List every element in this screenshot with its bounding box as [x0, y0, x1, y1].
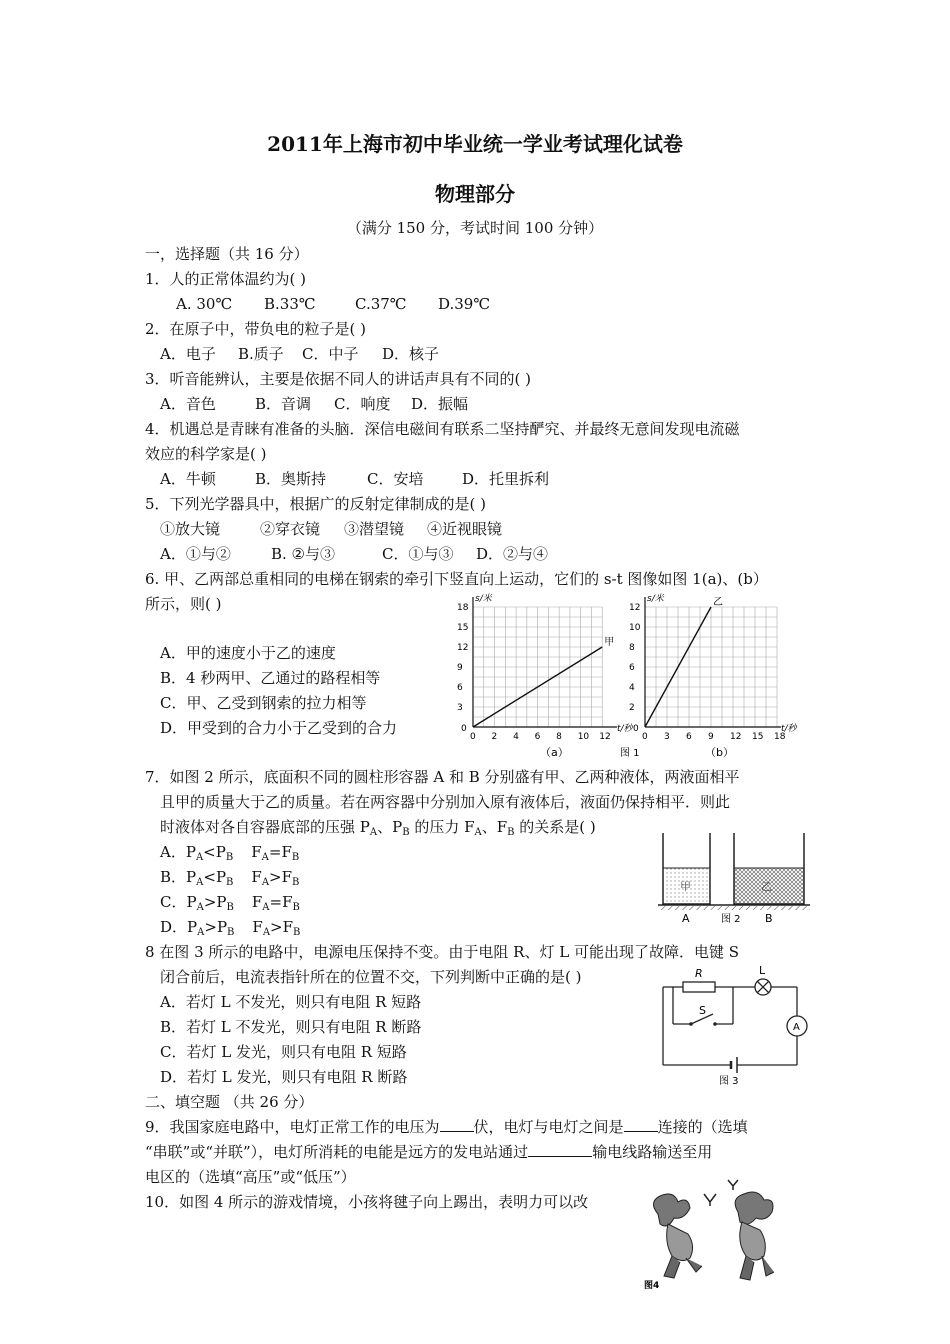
y-tick-label: 12: [629, 603, 641, 613]
q4-option-c: C．安培: [367, 470, 424, 488]
figure-2-containers: [658, 828, 818, 928]
x-tick-label: 0: [470, 732, 476, 742]
q7-relation-p: >: [203, 893, 217, 911]
q4-option-b: B．奥斯持: [255, 470, 327, 488]
chart-b: [629, 593, 799, 742]
q5-option-d: D．②与④: [476, 545, 549, 563]
q5-item-1: ①放大镜: [160, 520, 221, 538]
x-tick-label: 12: [599, 732, 611, 742]
figure-1-caption: 图 1: [620, 748, 640, 759]
resistor-r: [683, 982, 715, 992]
q7-symbol-f: F: [281, 868, 293, 886]
q7-symbol-p: P: [215, 868, 227, 886]
q7-symbol-p: P: [186, 868, 197, 886]
x-tick-label: 6: [686, 732, 692, 742]
q9-line3: 电区的（选填“高压”或“低压”）: [145, 1168, 356, 1186]
q7-option-letter: C．: [160, 893, 187, 911]
q7-option: [160, 891, 300, 919]
q9-blank-3: [528, 1142, 592, 1157]
q4-stem-line1: 4．机遇总是青睐有准备的头脑．深信电磁间有联系二坚持酽究、并最终无意间发现电流磁: [145, 420, 740, 438]
q4-stem-line2: 效应的科学家是( ): [145, 445, 267, 463]
child-right-head: [735, 1192, 773, 1224]
q7-symbol-f: F: [251, 893, 263, 911]
q2-stem: 2．在原子中，带负电的粒子是( ): [145, 320, 367, 338]
q1-option-c: C.37℃: [355, 295, 407, 313]
sub-a: A: [261, 852, 269, 863]
q8-option-b: B．若灯 L 不发光，则只有电阻 R 断路: [160, 1018, 422, 1036]
figure-2-caption: 图 2: [721, 914, 741, 925]
q6-option-b: B．4 秒两甲、乙通过的路程相等: [160, 669, 381, 687]
liquid-a-label: 甲: [680, 880, 691, 893]
q7-option: [160, 866, 299, 894]
x-axis-label: t/秒: [781, 724, 797, 734]
x-tick-label: 12: [730, 732, 742, 742]
origin-label: 0: [633, 724, 639, 734]
sub-a: A: [197, 927, 205, 938]
q7-option-letter: B．: [160, 868, 187, 886]
q7-stem-line2: 且甲的质量大于乙的质量。若在两容器中分别加入原有液体后，液面仍保持相平．则此: [160, 793, 731, 811]
q9-text: 连接的（选填: [657, 1118, 748, 1136]
q2-option-b: B.质子: [238, 345, 284, 363]
q7-symbol-f: F: [251, 843, 262, 861]
sub-b: B: [402, 827, 410, 838]
x-tick-label: 6: [534, 732, 541, 742]
sub-a: A: [262, 927, 271, 938]
series-label: 乙: [713, 597, 723, 608]
q9-text: “串联”或“并联”），电灯所消耗的电能是远方的发电站通过: [145, 1143, 529, 1161]
q7-relation-p: >: [204, 918, 217, 936]
q8-option-a: A．若灯 L 不发光，则只有电阻 R 短路: [160, 993, 422, 1011]
q5-item-3: ③潜望镜: [344, 520, 405, 538]
q7-relation-p: <: [203, 843, 216, 861]
q6-option-a: A．甲的速度小于乙的速度: [160, 644, 336, 662]
x-tick-label: 2: [491, 732, 498, 742]
q7-option: [160, 841, 299, 869]
q3-option-c: C．响度: [334, 395, 391, 413]
y-axis-label: s/米: [475, 594, 492, 604]
y-tick-label: 2: [629, 703, 635, 713]
q6-stem-line2: 所示，则( ): [145, 595, 222, 613]
q7-option-letter: A．: [160, 843, 186, 861]
x-axis-label: t/秒: [617, 724, 633, 734]
q7-relation-f: >: [269, 868, 282, 886]
x-tick-label: 10: [577, 732, 590, 742]
container-a-label: A: [682, 912, 690, 925]
sub-b: B: [292, 902, 300, 913]
q7-symbol-p: P: [186, 893, 197, 911]
y-tick-label: 4: [629, 683, 635, 693]
q7-symbol-f: F: [282, 918, 294, 936]
sub-a: A: [262, 902, 270, 913]
section1-heading: 一，选择题（共 16 分）: [145, 245, 309, 263]
sub-a: A: [195, 852, 204, 863]
q9-line1: [145, 1116, 748, 1138]
child-right-body: [740, 1222, 766, 1260]
q1-option-d: D.39℃: [438, 295, 491, 313]
child-left-head: [653, 1194, 690, 1226]
resistor-label: R: [695, 967, 703, 980]
y-tick-label: 18: [457, 603, 469, 613]
x-tick-label: 18: [774, 732, 786, 742]
figure-3-circuit: [655, 962, 815, 1087]
q5-option-c: C．①与③: [382, 545, 454, 563]
q7-stem-line3: [160, 816, 596, 844]
q7-stem-part: 的关系是( ): [514, 818, 596, 836]
q1-option-b: B.33℃: [264, 295, 316, 313]
q7-relation-f: =: [268, 843, 282, 861]
q7-stem-part: 的压力 F: [409, 818, 475, 836]
sub-b: B: [226, 877, 234, 888]
q6-option-d: D．甲受到的合力小于乙受到的合力: [160, 719, 398, 737]
shuttlecock-icon: [704, 1180, 738, 1206]
q7-symbol-p: P: [216, 893, 227, 911]
figure-4-illustration: [638, 1172, 788, 1294]
q6-stem-line1: 6. 甲、乙两部总重相同的电梯在钢索的牵引下竖直向上运动，它们的 s-t 图像如图 1(a)、(b）: [145, 570, 768, 588]
q7-stem-part: 、P: [377, 818, 403, 836]
lamp-label: L: [759, 964, 766, 977]
sub-a: A: [369, 827, 378, 838]
ammeter-label: A: [793, 1022, 800, 1033]
sub-b: B: [293, 927, 301, 938]
q5-option-a: A．①与②: [160, 545, 231, 563]
series-label: 甲: [604, 637, 615, 648]
q5-stem: 5．下列光学器具中，根据广的反射定律制成的是( ): [145, 495, 487, 513]
sub-a: A: [261, 877, 270, 888]
x-tick-label: 0: [642, 732, 648, 742]
y-tick-label: 3: [457, 703, 463, 713]
switch-label: S: [699, 1004, 706, 1017]
sub-a: A: [196, 902, 204, 913]
q1-stem: 1．人的正常体温约为( ): [145, 270, 307, 288]
sub-b: B: [226, 902, 234, 913]
q9-text: 输电线路输送至用: [592, 1143, 713, 1161]
q5-option-b: B. ②与③: [271, 545, 336, 563]
sub-a: A: [474, 827, 482, 838]
q4-option-d: D．托里拆利: [462, 470, 550, 488]
q9-text: 伏，电灯与电灯之间是: [473, 1118, 624, 1136]
sub-b: B: [225, 852, 234, 863]
q8-stem-line1: 8 在图 3 所示的电路中，电源电压保持不变。由于电阻 R、灯 L 可能出现了故障．电键 S: [145, 943, 739, 961]
q7-option: [160, 916, 300, 944]
child-left-body: [667, 1224, 693, 1261]
section-title: 物理部分: [435, 182, 515, 206]
section2-heading: 二、填空题 （共 26 分）: [145, 1093, 314, 1111]
exam-note: （满分 150 分，考试时间 100 分钟）: [346, 219, 604, 237]
sub-b: B: [227, 927, 235, 938]
q7-symbol-f: F: [251, 868, 262, 886]
figure-4-caption: 图4: [644, 1281, 660, 1291]
q9-text: 9．我国家庭电路中，电灯正常工作的电压为: [145, 1118, 440, 1136]
x-tick-label: 8: [556, 732, 562, 742]
origin-label: 0: [461, 724, 467, 734]
y-tick-label: 6: [457, 683, 463, 693]
q9-line2: [145, 1141, 712, 1163]
q3-option-d: D．振幅: [411, 395, 469, 413]
q7-stem-line1: 7．如图 2 所示，底面积不同的圆柱形容器 A 和 B 分别盛有甲、乙两种液体，两液面相平: [145, 768, 740, 786]
q3-option-b: B．音调: [255, 395, 312, 413]
y-tick-label: 9: [457, 663, 463, 673]
q7-symbol-p: P: [215, 843, 226, 861]
q10-line1: 10．如图 4 所示的游戏情境，小孩将毽子向上踢出，表明力可以改: [145, 1193, 589, 1211]
q8-option-c: C．若灯 L 发光，则只有电阻 R 短路: [160, 1043, 407, 1061]
y-tick-label: 12: [457, 643, 469, 653]
y-tick-label: 8: [629, 643, 635, 653]
q7-option-letter: D．: [160, 918, 188, 936]
x-tick-label: 4: [513, 732, 519, 742]
q2-option-d: D．核子: [382, 345, 440, 363]
container-b-label: B: [765, 912, 773, 925]
chart-b-label: （b）: [705, 746, 734, 759]
sub-b: B: [507, 827, 515, 838]
q7-relation-p: <: [203, 868, 216, 886]
q7-relation-f: >: [270, 918, 283, 936]
x-tick-label: 9: [708, 732, 714, 742]
x-tick-label: 15: [752, 732, 764, 742]
q8-stem-line2: 闭合前后，电流表指针所在的位置不交，下列判断中正确的是( ): [160, 968, 582, 986]
q5-item-2: ②穿衣镜: [260, 520, 321, 538]
q3-stem: 3．听音能辨认，主要是依据不同人的讲话声具有不同的( ): [145, 370, 532, 388]
y-tick-label: 10: [629, 623, 641, 633]
sub-b: B: [292, 877, 300, 888]
q3-option-a: A．音色: [160, 395, 216, 413]
q7-relation-f: =: [269, 893, 283, 911]
q6-option-c: C．甲、乙受到钢索的拉力相等: [160, 694, 367, 712]
sub-a: A: [196, 877, 204, 888]
q9-blank-1: [440, 1117, 474, 1132]
exam-title: 2011年上海市初中毕业统一学业考试理化试卷: [267, 132, 683, 156]
y-tick-label: 15: [457, 623, 469, 633]
q7-symbol-p: P: [187, 918, 198, 936]
y-tick-label: 6: [629, 663, 635, 673]
x-tick-label: 3: [664, 732, 670, 742]
q2-option-a: A．电子: [160, 345, 216, 363]
q7-symbol-p: P: [216, 918, 228, 936]
q7-symbol-f: F: [282, 893, 293, 911]
q7-symbol-f: F: [281, 843, 292, 861]
y-axis-label: s/米: [647, 594, 664, 604]
q2-option-c: C．中子: [302, 345, 359, 363]
q7-symbol-f: F: [252, 918, 263, 936]
figure-3-caption: 图 3: [719, 1076, 739, 1087]
q7-stem-part: 、F: [481, 818, 508, 836]
q1-option-a: A. 30℃: [176, 295, 233, 313]
sub-b: B: [291, 852, 300, 863]
q7-stem-part: 时液体对各自容器底部的压强 P: [160, 818, 370, 836]
chart-a-label: （a）: [540, 746, 569, 759]
q7-symbol-p: P: [185, 843, 196, 861]
q9-blank-2: [624, 1117, 658, 1132]
liquid-b-label: 乙: [761, 880, 772, 893]
q4-option-a: A．牛顿: [160, 470, 216, 488]
q8-option-d: D．若灯 L 发光，则只有电阻 R 断路: [160, 1068, 408, 1086]
q5-item-4: ④近视眼镜: [427, 520, 503, 538]
chart-a: [457, 593, 635, 742]
figure-1-charts: [445, 590, 805, 760]
